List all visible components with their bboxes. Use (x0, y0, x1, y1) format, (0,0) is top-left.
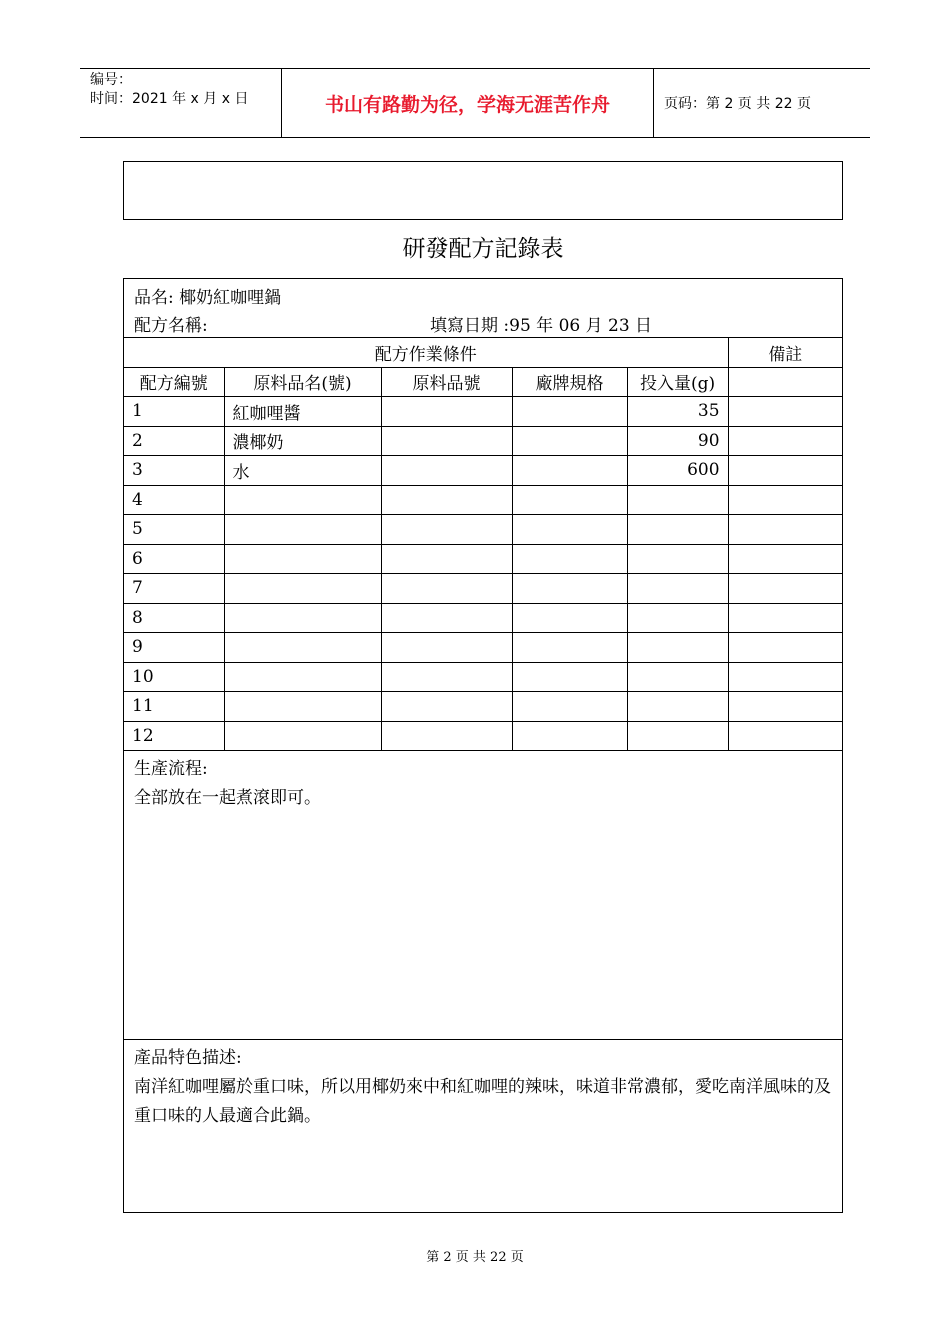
header-page-info: 页码：第 2 页 共 22 页 (664, 96, 811, 112)
cell-code (381, 456, 512, 486)
cell-brand (512, 721, 627, 751)
cell-amount (627, 721, 728, 751)
cell-no: 11 (124, 692, 224, 722)
cell-code (381, 515, 512, 545)
description-section (124, 1040, 842, 1212)
cell-name: 濃椰奶 (224, 426, 381, 456)
table-row (124, 485, 842, 515)
cell-brand (512, 544, 627, 574)
cell-brand (512, 426, 627, 456)
table-row (124, 633, 842, 663)
cell-code (381, 692, 512, 722)
info-section (124, 279, 842, 338)
cell-amount: 90 (627, 426, 728, 456)
cell-remark (728, 544, 842, 574)
cell-brand (512, 633, 627, 663)
formula-name: 配方名稱: (134, 316, 208, 336)
cell-no: 9 (124, 633, 224, 663)
column-header: 原料品名(號) (224, 367, 381, 397)
process-text: 全部放在一起煮滾即可。 (134, 788, 321, 808)
cell-amount (627, 485, 728, 515)
table-row (124, 603, 842, 633)
cell-remark (728, 456, 842, 486)
table-row (124, 426, 842, 456)
number-label: 编号： (90, 72, 132, 88)
table-row (124, 544, 842, 574)
table-row (124, 515, 842, 545)
cell-brand (512, 485, 627, 515)
table-row (124, 397, 842, 427)
group-header-row (124, 338, 842, 367)
cell-brand (512, 515, 627, 545)
cell-code (381, 633, 512, 663)
column-header (728, 367, 842, 397)
table-row (124, 692, 842, 722)
cell-amount (627, 544, 728, 574)
cell-remark (728, 426, 842, 456)
ingredient-table (124, 338, 842, 751)
cell-brand (512, 603, 627, 633)
cell-remark (728, 397, 842, 427)
cell-code (381, 544, 512, 574)
cell-brand (512, 456, 627, 486)
cell-amount (627, 662, 728, 692)
cell-remark (728, 692, 842, 722)
time-label: 时间：2021 年 x 月 x 日 (90, 91, 249, 107)
header-slogan: 书山有路勤为径，学海无涯苦作舟 (282, 69, 654, 137)
cell-no: 4 (124, 485, 224, 515)
table-row (124, 574, 842, 604)
table-row (124, 662, 842, 692)
cell-remark (728, 662, 842, 692)
product-name: 品名: 椰奶紅咖哩鍋 (134, 288, 282, 308)
cell-name (224, 721, 381, 751)
cell-brand (512, 692, 627, 722)
cell-no: 8 (124, 603, 224, 633)
cell-amount: 600 (627, 456, 728, 486)
fill-date: 填寫日期 :95 年 06 月 23 日 (430, 316, 653, 336)
cell-code (381, 397, 512, 427)
cell-no: 1 (124, 397, 224, 427)
cell-no: 2 (124, 426, 224, 456)
cell-name (224, 662, 381, 692)
cell-remark (728, 721, 842, 751)
cell-name (224, 544, 381, 574)
description-label: 產品特色描述: (134, 1048, 242, 1068)
cell-no: 3 (124, 456, 224, 486)
cell-remark (728, 633, 842, 663)
cell-brand (512, 662, 627, 692)
table-row (124, 721, 842, 751)
blank-box (123, 161, 843, 220)
cell-name: 水 (224, 456, 381, 486)
cell-name (224, 603, 381, 633)
cell-remark (728, 574, 842, 604)
cell-brand (512, 397, 627, 427)
cell-brand (512, 574, 627, 604)
cell-amount (627, 633, 728, 663)
cell-remark (728, 485, 842, 515)
cell-no: 10 (124, 662, 224, 692)
cell-no: 5 (124, 515, 224, 545)
cell-amount (627, 515, 728, 545)
table-row (124, 456, 842, 486)
cell-name (224, 692, 381, 722)
column-header: 投入量(g) (627, 367, 728, 397)
cell-no: 12 (124, 721, 224, 751)
process-label: 生產流程: (134, 759, 208, 779)
column-header-row (124, 367, 842, 397)
page-header (80, 68, 870, 138)
process-section (124, 751, 842, 1040)
cell-code (381, 574, 512, 604)
document-title: 研發配方記錄表 (402, 236, 564, 262)
cell-code (381, 662, 512, 692)
cell-name (224, 485, 381, 515)
cell-code (381, 426, 512, 456)
cell-name (224, 633, 381, 663)
cell-amount: 35 (627, 397, 728, 427)
cell-remark (728, 603, 842, 633)
cell-amount (627, 603, 728, 633)
page-footer: 第 2 页 共 22 页 (426, 1250, 524, 1265)
column-header: 廠牌規格 (512, 367, 627, 397)
group-header: 配方作業條件 (124, 338, 728, 367)
description-text: 南洋紅咖哩屬於重口味，所以用椰奶來中和紅咖哩的辣味，味道非常濃郁，愛吃南洋風味的及重口味的人最適合此鍋。 (134, 1077, 831, 1126)
column-header: 配方編號 (124, 367, 224, 397)
cell-name: 紅咖哩醬 (224, 397, 381, 427)
cell-name (224, 574, 381, 604)
remark-header: 備註 (728, 338, 842, 367)
column-header: 原料品號 (381, 367, 512, 397)
cell-remark (728, 515, 842, 545)
cell-amount (627, 692, 728, 722)
cell-code (381, 603, 512, 633)
cell-no: 7 (124, 574, 224, 604)
header-meta (80, 69, 282, 137)
cell-no: 6 (124, 544, 224, 574)
cell-code (381, 721, 512, 751)
recipe-form (123, 278, 843, 1213)
cell-code (381, 485, 512, 515)
cell-amount (627, 574, 728, 604)
cell-name (224, 515, 381, 545)
